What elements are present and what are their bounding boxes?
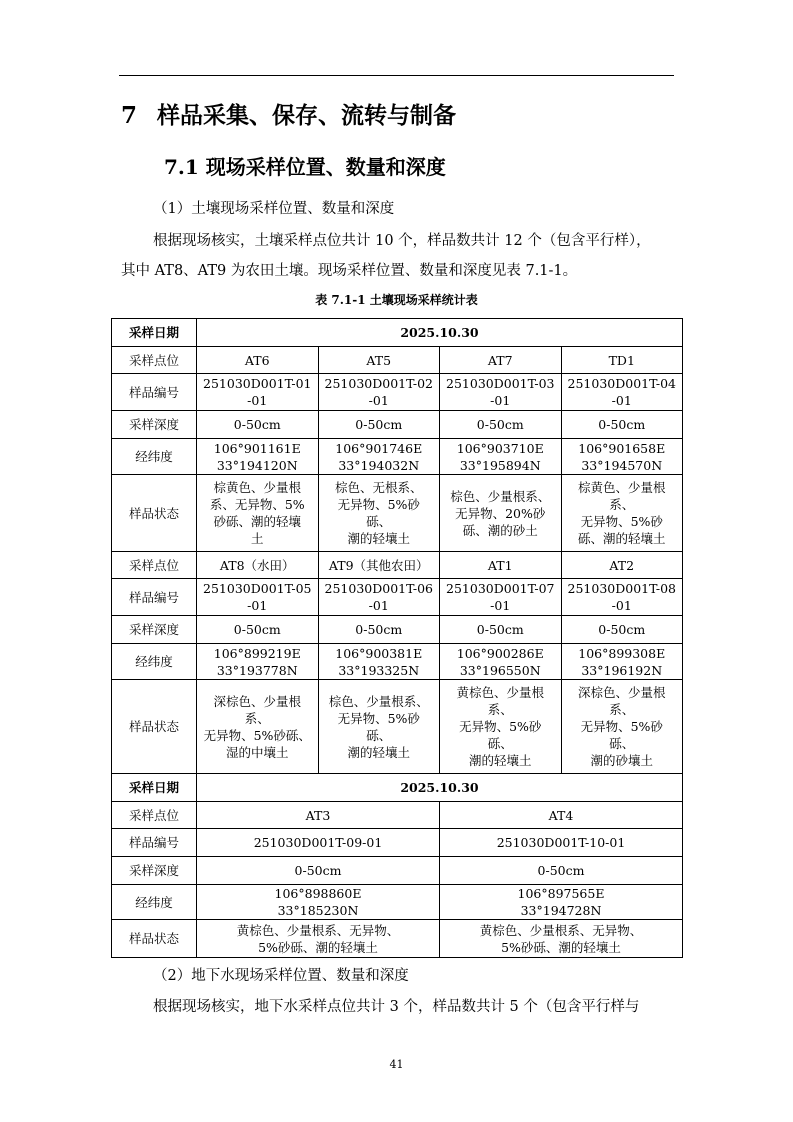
point-cell: AT3 bbox=[197, 802, 440, 829]
coord-line: 106°898860E bbox=[274, 886, 362, 901]
state-line: 无异物、5%砂 bbox=[580, 719, 663, 734]
section-number: 7 bbox=[121, 102, 138, 129]
point-cell: AT1 bbox=[440, 552, 562, 579]
coord-line: 106°903710E bbox=[456, 440, 544, 456]
depth-cell: 0-50cm bbox=[561, 616, 683, 644]
code-line: 251030D001T-01 bbox=[203, 376, 312, 391]
code-line: -01 bbox=[247, 598, 268, 613]
state-cell bbox=[197, 680, 319, 774]
groundwater-paragraph-line-1: 根据现场核实，地下水采样点位共计 3 个，样品数共计 5 个（包含平行样与 bbox=[153, 999, 640, 1015]
state-line: 棕黄色、少量根 bbox=[577, 480, 666, 495]
label-code: 样品编号 bbox=[112, 579, 197, 616]
table-row bbox=[112, 411, 683, 439]
table-row bbox=[112, 829, 683, 857]
coords-cell bbox=[561, 644, 683, 680]
coords-cell bbox=[440, 644, 562, 680]
state-line: 系、 bbox=[244, 710, 270, 726]
state-line: 砾、 bbox=[366, 514, 392, 529]
code-line: 251030D001T-04 bbox=[567, 376, 676, 391]
code-line: -01 bbox=[490, 393, 511, 408]
code-cell bbox=[561, 374, 683, 411]
coord-line: 106°899308E bbox=[578, 645, 666, 661]
point-cell: TD1 bbox=[561, 347, 683, 374]
point-cell: AT7 bbox=[440, 347, 562, 374]
state-cell bbox=[440, 475, 562, 552]
label-state: 样品状态 bbox=[112, 475, 197, 552]
label-date: 采样日期 bbox=[112, 774, 197, 802]
state-line: 无异物、20%砂 bbox=[455, 505, 546, 521]
point-cell: AT4 bbox=[440, 802, 683, 829]
subsection-heading: 7.1 现场采样位置、数量和深度 bbox=[164, 155, 446, 179]
coord-line: 106°900381E bbox=[335, 645, 423, 661]
coord-line: 33°196192N bbox=[581, 662, 663, 678]
code-cell bbox=[561, 579, 683, 616]
header-rule bbox=[119, 75, 674, 76]
groundwater-heading: （2）地下水现场采样位置、数量和深度 bbox=[153, 968, 409, 984]
label-coords: 经纬度 bbox=[112, 885, 197, 920]
coords-cell bbox=[318, 439, 440, 475]
table-row bbox=[112, 439, 683, 475]
coord-line: 106°900286E bbox=[456, 645, 544, 661]
state-line: 系、 bbox=[487, 702, 513, 717]
soil-sampling-table bbox=[111, 318, 683, 958]
state-line: 5%砂砾、潮的轻壤土 bbox=[258, 939, 378, 955]
soil-heading: （1）土壤现场采样位置、数量和深度 bbox=[153, 201, 395, 217]
state-line: 系、 bbox=[609, 497, 635, 512]
depth-cell: 0-50cm bbox=[197, 411, 319, 439]
table-row bbox=[112, 920, 683, 958]
code-cell bbox=[197, 579, 319, 616]
code-cell bbox=[440, 579, 562, 616]
depth-cell: 0-50cm bbox=[197, 616, 319, 644]
point-cell: AT5 bbox=[318, 347, 440, 374]
label-code: 样品编号 bbox=[112, 829, 197, 857]
table-row bbox=[112, 885, 683, 920]
coord-line: 33°193778N bbox=[216, 662, 298, 678]
code-line: 251030D001T-08 bbox=[567, 581, 676, 596]
state-line: 5%砂砾、潮的轻壤土 bbox=[501, 939, 621, 955]
label-date: 采样日期 bbox=[112, 319, 197, 347]
table-row bbox=[112, 579, 683, 616]
code-cell bbox=[197, 374, 319, 411]
state-cell bbox=[318, 475, 440, 552]
label-coords: 经纬度 bbox=[112, 439, 197, 475]
depth-cell: 0-50cm bbox=[440, 411, 562, 439]
date-value: 2025.10.30 bbox=[197, 774, 683, 802]
label-code: 样品编号 bbox=[112, 374, 197, 411]
soil-paragraph-line-2: 其中 AT8、AT9 为农田土壤。现场采样位置、数量和深度见表 7.1-1。 bbox=[121, 263, 578, 279]
state-cell bbox=[440, 680, 562, 774]
depth-cell: 0-50cm bbox=[318, 616, 440, 644]
coords-cell bbox=[318, 644, 440, 680]
depth-cell: 0-50cm bbox=[440, 616, 562, 644]
state-line: 砾、 bbox=[609, 736, 635, 751]
table-row bbox=[112, 374, 683, 411]
state-line: 湿的中壤土 bbox=[225, 744, 289, 760]
coord-line: 33°196550N bbox=[459, 662, 541, 678]
table-row bbox=[112, 616, 683, 644]
state-line: 棕色、无根系、 bbox=[334, 480, 423, 495]
coords-cell bbox=[197, 885, 440, 920]
code-line: 251030D001T-02 bbox=[324, 376, 433, 391]
label-point: 采样点位 bbox=[112, 347, 197, 374]
section-heading bbox=[121, 97, 456, 130]
page-number: 41 bbox=[389, 1058, 404, 1071]
state-line: 系、无异物、5% bbox=[209, 497, 305, 512]
label-depth: 采样深度 bbox=[112, 616, 197, 644]
table-row bbox=[112, 802, 683, 829]
state-line: 棕黄色、少量根 bbox=[213, 480, 301, 495]
state-cell bbox=[440, 920, 683, 958]
coord-line: 106°901161E bbox=[213, 440, 301, 456]
depth-cell: 0-50cm bbox=[561, 411, 683, 439]
state-cell bbox=[561, 680, 683, 774]
state-line: 砾、潮的轻壤土 bbox=[577, 531, 666, 546]
coord-line: 33°193325N bbox=[338, 662, 420, 678]
state-line: 黄棕色、少量根系、无异物、 bbox=[236, 922, 400, 938]
code-cell bbox=[318, 579, 440, 616]
coords-cell bbox=[197, 644, 319, 680]
table-row bbox=[112, 475, 683, 552]
state-line: 黄棕色、少量根系、无异物、 bbox=[479, 922, 643, 938]
table-caption: 表 7.1-1 土壤现场采样统计表 bbox=[315, 293, 478, 307]
state-line: 深棕色、少量根 bbox=[577, 685, 666, 700]
state-line: 黄棕色、少量根 bbox=[456, 685, 544, 700]
state-line: 砾、潮的砂土 bbox=[462, 522, 538, 538]
code-line: -01 bbox=[611, 598, 632, 613]
code-line: -01 bbox=[490, 598, 511, 613]
state-line: 无异物、5%砂 bbox=[337, 710, 420, 726]
code-line: 251030D001T-06 bbox=[324, 581, 433, 596]
state-line: 砾、 bbox=[366, 727, 392, 743]
coord-line: 106°901658E bbox=[578, 440, 666, 456]
point-cell: AT2 bbox=[561, 552, 683, 579]
state-line: 潮的轻壤土 bbox=[347, 531, 410, 546]
coords-cell bbox=[440, 885, 683, 920]
state-line: 无异物、5%砂 bbox=[459, 719, 542, 734]
state-line: 潮的轻壤土 bbox=[468, 753, 532, 768]
state-line: 棕色、少量根系、 bbox=[450, 488, 551, 504]
label-depth: 采样深度 bbox=[112, 411, 197, 439]
label-state: 样品状态 bbox=[112, 680, 197, 774]
depth-cell: 0-50cm bbox=[318, 411, 440, 439]
table-row bbox=[112, 552, 683, 579]
table-row bbox=[112, 644, 683, 680]
code-line: 251030D001T-07 bbox=[446, 581, 555, 596]
state-line: 无异物、5%砂 bbox=[337, 497, 420, 512]
coord-line: 106°897565E bbox=[517, 886, 605, 901]
state-cell bbox=[197, 920, 440, 958]
soil-paragraph-line-1: 根据现场核实，土壤采样点位共计 10 个，样品数共计 12 个（包含平行样）， bbox=[153, 233, 651, 249]
coord-line: 106°901746E bbox=[335, 440, 423, 456]
code-line: 251030D001T-03 bbox=[446, 376, 555, 391]
code-line: -01 bbox=[368, 598, 389, 613]
label-coords: 经纬度 bbox=[112, 644, 197, 680]
code-line: -01 bbox=[611, 393, 632, 408]
label-state: 样品状态 bbox=[112, 920, 197, 958]
code-cell: 251030D001T-10-01 bbox=[440, 829, 683, 857]
code-line: -01 bbox=[247, 393, 268, 408]
depth-cell: 0-50cm bbox=[440, 857, 683, 885]
code-line: -01 bbox=[368, 393, 389, 408]
coords-cell bbox=[561, 439, 683, 475]
point-cell: AT8（水田） bbox=[197, 552, 319, 579]
state-line: 无异物、5%砂砾、 bbox=[203, 727, 311, 743]
state-line: 深棕色、少量根 bbox=[213, 693, 301, 709]
state-line: 土 bbox=[250, 531, 264, 546]
table-row bbox=[112, 774, 683, 802]
label-point: 采样点位 bbox=[112, 802, 197, 829]
date-value: 2025.10.30 bbox=[197, 319, 683, 347]
state-line: 无异物、5%砂 bbox=[580, 514, 663, 529]
state-line: 潮的轻壤土 bbox=[347, 744, 410, 760]
state-line: 系、 bbox=[609, 702, 635, 717]
coords-cell bbox=[440, 439, 562, 475]
coord-line: 33°195894N bbox=[459, 457, 541, 473]
state-line: 潮的砂壤土 bbox=[590, 753, 653, 768]
section-title: 样品采集、保存、流转与制备 bbox=[157, 102, 456, 129]
depth-cell: 0-50cm bbox=[197, 857, 440, 885]
table-row bbox=[112, 319, 683, 347]
table-row bbox=[112, 857, 683, 885]
state-line: 砾、 bbox=[487, 736, 513, 751]
coord-line: 33°194728N bbox=[520, 903, 602, 918]
state-cell bbox=[561, 475, 683, 552]
state-cell bbox=[197, 475, 319, 552]
code-cell bbox=[440, 374, 562, 411]
coord-line: 33°194032N bbox=[338, 457, 420, 473]
coord-line: 106°899219E bbox=[213, 645, 301, 661]
coord-line: 33°185230N bbox=[277, 903, 359, 918]
code-cell bbox=[318, 374, 440, 411]
coord-line: 33°194570N bbox=[581, 457, 663, 473]
state-line: 砂砾、潮的轻壤 bbox=[213, 514, 301, 529]
coords-cell bbox=[197, 439, 319, 475]
state-line: 棕色、少量根系、 bbox=[328, 693, 429, 709]
coord-line: 33°194120N bbox=[216, 457, 298, 473]
table-row bbox=[112, 347, 683, 374]
state-cell bbox=[318, 680, 440, 774]
code-line: 251030D001T-05 bbox=[203, 581, 312, 596]
label-depth: 采样深度 bbox=[112, 857, 197, 885]
point-cell: AT6 bbox=[197, 347, 319, 374]
label-point: 采样点位 bbox=[112, 552, 197, 579]
point-cell: AT9（其他农田） bbox=[318, 552, 440, 579]
table-row bbox=[112, 680, 683, 774]
code-cell: 251030D001T-09-01 bbox=[197, 829, 440, 857]
